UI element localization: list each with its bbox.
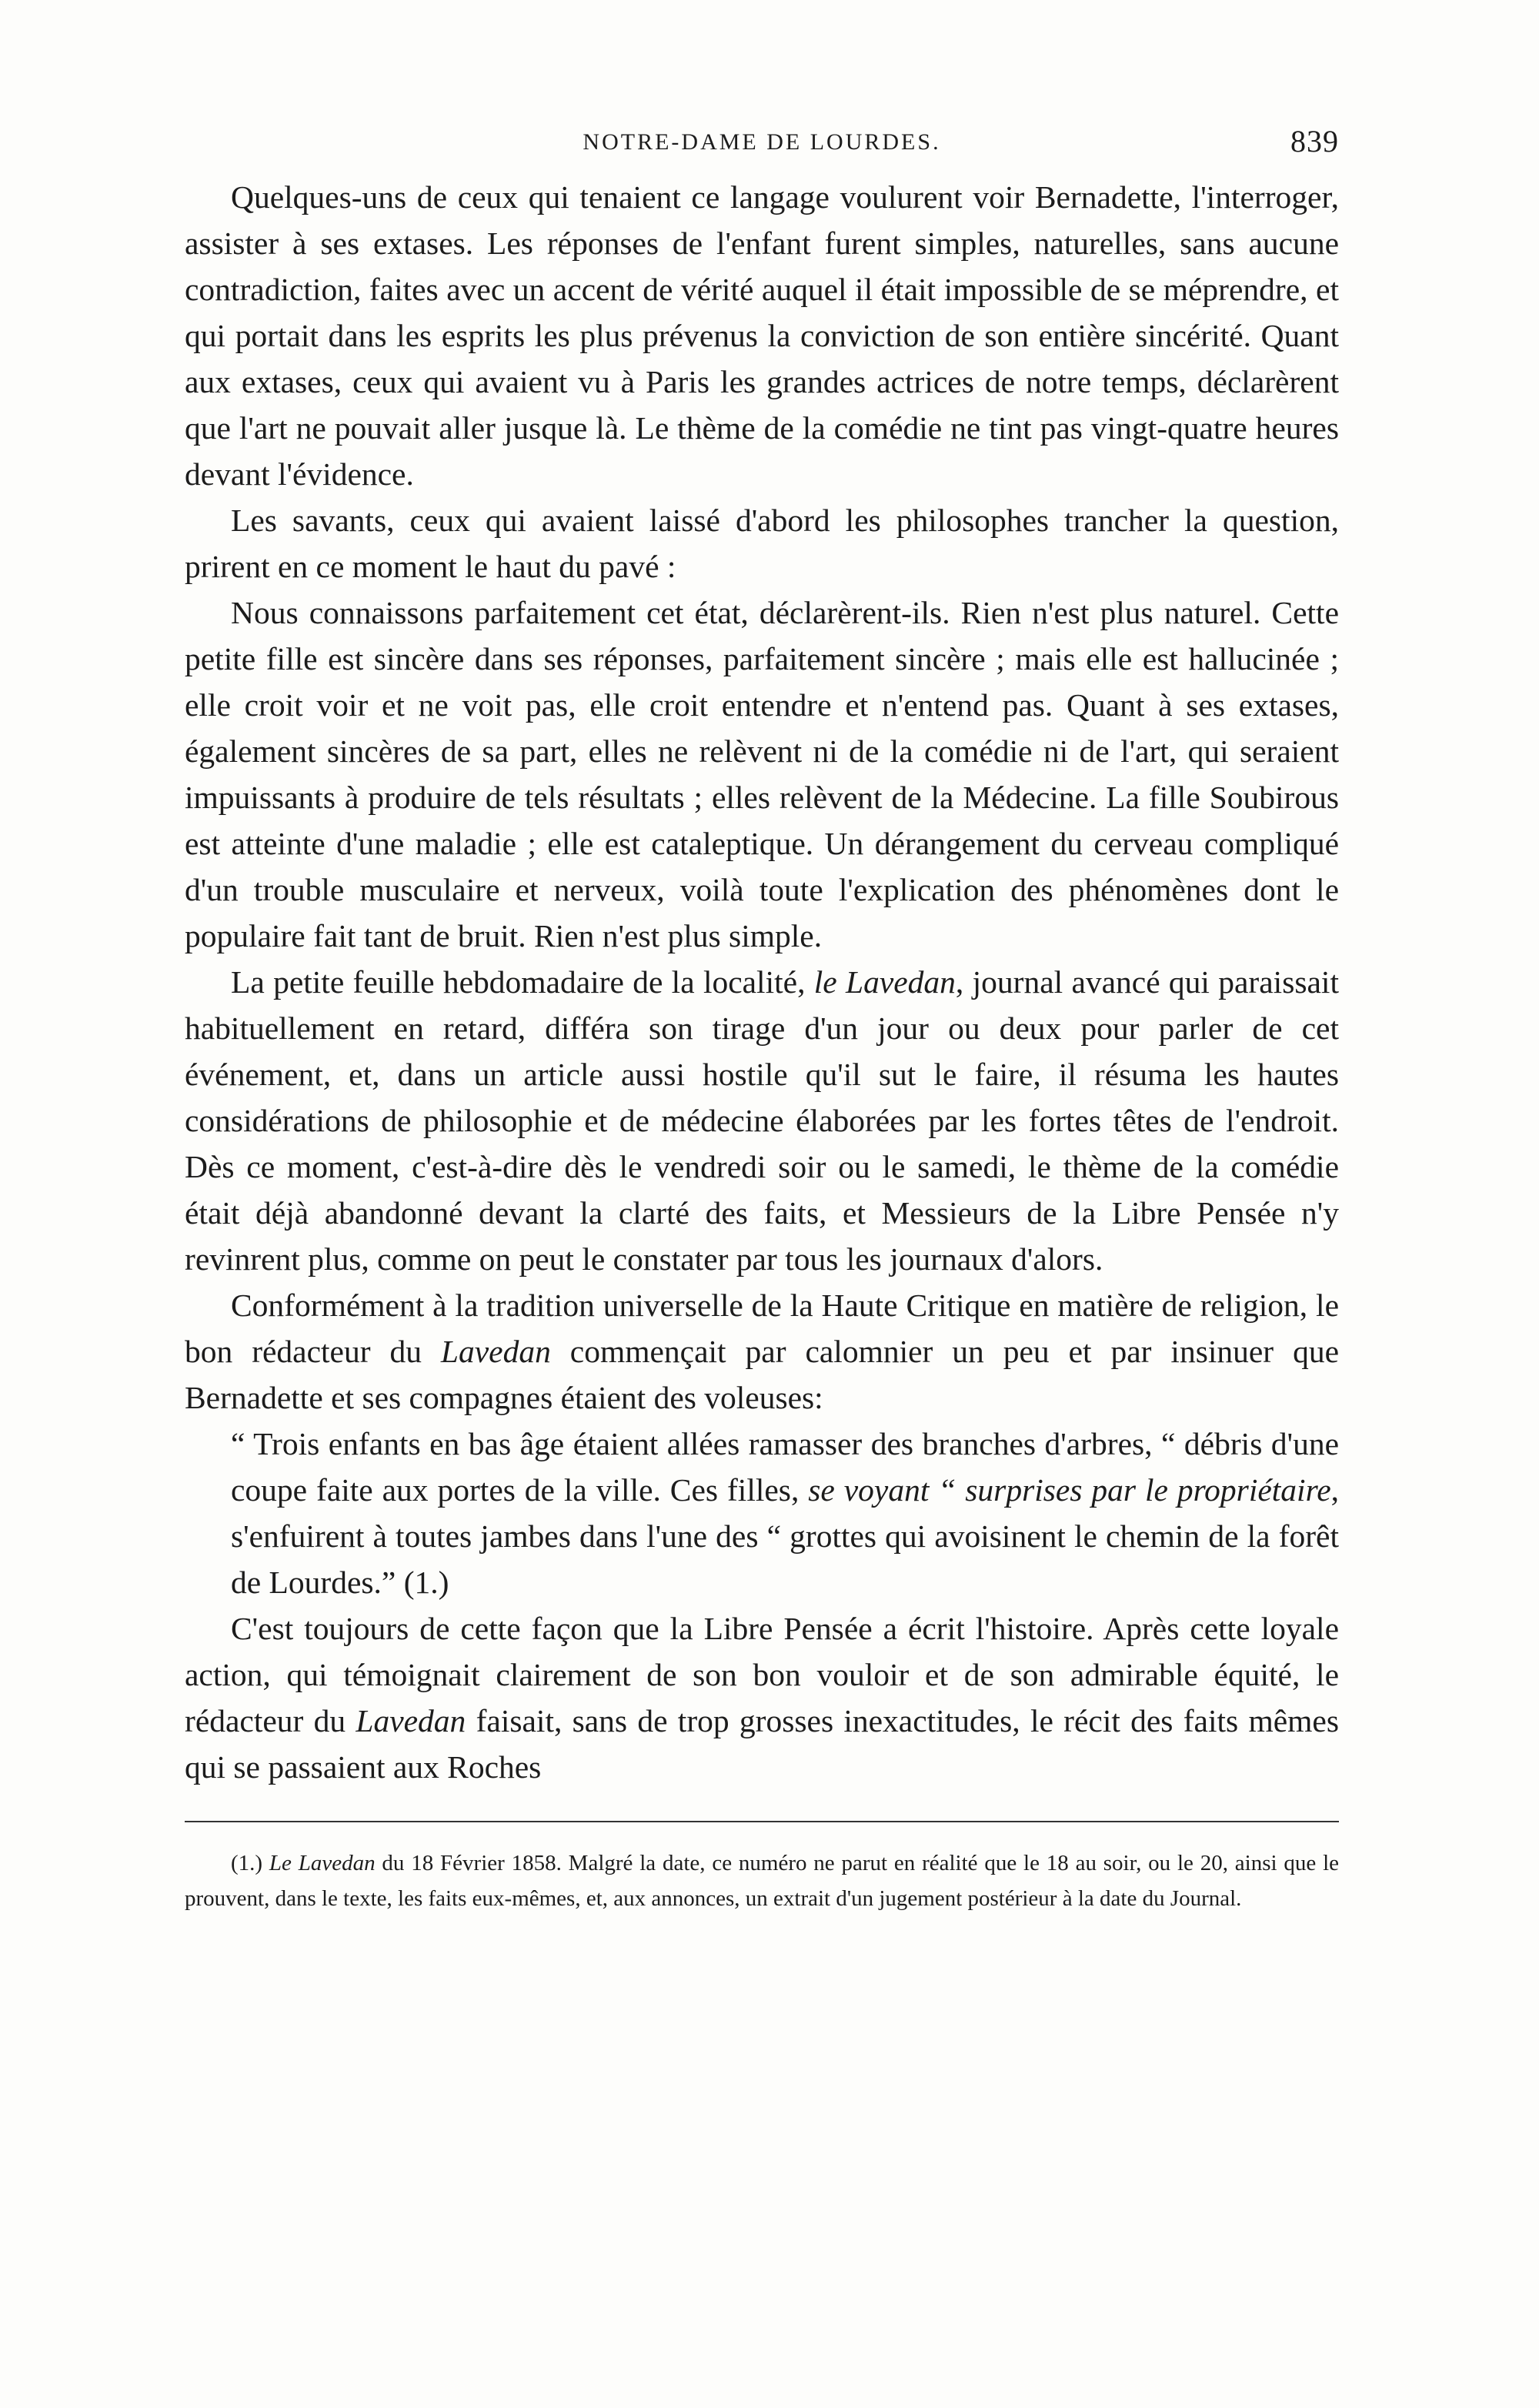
paragraph-6-italic: Lavedan	[356, 1703, 466, 1738]
book-page	[185, 115, 1339, 1916]
paragraph-5	[185, 1282, 1339, 1421]
running-head	[185, 115, 1339, 169]
quoted-passage	[185, 1421, 1339, 1605]
paragraph-6-text: C'est toujours de cette façon que la Libre Pensée a écrit l'histoire. Après cette loyale action, qui témoignait clairement de son bon vouloir et de son admirable équité, le rédacteur du	[185, 1611, 1339, 1738]
paragraph-5-italic: Lavedan	[440, 1334, 551, 1369]
footnote	[185, 1845, 1339, 1916]
paragraph-4-italic: le Lavedan	[813, 964, 956, 1000]
paragraph-5-text-end: commençait par calomnier un peu et par insinuer que Bernadette et ses compagnes étaient des voleuses:	[185, 1334, 1339, 1415]
footnote-marker: (1.)	[231, 1851, 269, 1875]
footnote-divider	[185, 1821, 1339, 1822]
paragraph-4-text: La petite feuille hebdomadaire de la localité,	[231, 964, 814, 1000]
page-number: 839	[1290, 124, 1339, 159]
paragraph-4-text-end: , journal avancé qui paraissait habituellement en retard, différa son tirage d'un jour ou deux pour parler de cet événement, et, dans un article aussi hostile qu'il sut le faire, il résuma les hautes considérations de philosophie et de médecine élaborées par les fortes têtes de l'endroit. Dès ce moment, c'est-à-dire dès le vendredi soir ou le samedi, le thème de la comédie était déjà abandonné devant la clarté des faits, et Messieurs de la Libre Pensée n'y revinrent plus, comme on peut le constater par tous les journaux d'alors.	[185, 964, 1339, 1277]
paragraph-6	[185, 1605, 1339, 1790]
paragraph-3: Nous connaissons parfaitement cet état, déclarèrent-ils. Rien n'est plus naturel. Cette petite fille est sincère dans ses réponses, parfaitement sincère ; mais elle est hallucinée ; elle croit voir et ne voit pas, elle croit entendre et n'entend pas. Quant à ses extases, également sincères de sa part, elles ne relèvent ni de la comédie ni de l'art, qui seraient impuissants à produire de tels résultats ; elles relèvent de la Médecine. La fille Soubirous est atteinte d'une maladie ; elle est cataleptique. Un dérangement du cerveau compliqué d'un trouble musculaire et nerveux, voilà toute l'explication des phénomènes dont le populaire fait tant de bruit. Rien n'est plus simple.	[185, 595, 1339, 954]
quote-italic: se voyant “ surprises par le propriétaire	[808, 1472, 1331, 1508]
running-title: NOTRE-DAME DE LOURDES.	[583, 129, 941, 155]
paragraph-6-text-end: faisait, sans de trop grosses inexactitudes, le récit des faits mêmes qui se passaient aux Roches	[185, 1703, 1339, 1785]
paragraph-5-text: Conformément à la tradition universelle de la Haute Critique en matière de religion, le bon rédacteur du	[185, 1287, 1339, 1369]
paragraph-4	[185, 959, 1339, 1282]
paragraph-1: Quelques-uns de ceux qui tenaient ce langage voulurent voir Bernadette, l'interroger, assister à ses extases. Les réponses de l'enfant furent simples, naturelles, sans aucune contradiction, faites avec un accent de vérité auquel il était impossible de se méprendre, et qui portait dans les esprits les plus prévenus la conviction de son entière sincérité. Quant aux extases, ceux qui avaient vu à Paris les grandes actrices de notre temps, déclarèrent que l'art ne pouvait aller jusque là. Le thème de la comédie ne tint pas vingt-quatre heures devant l'évidence.	[185, 179, 1339, 492]
footnote-text: du 18 Février 1858. Malgré la date, ce numéro ne parut en réalité que le 18 au soir, ou le 20, ainsi que le prouvent, dans le texte, les faits eux-mêmes, et, aux annonces, un extrait d'un jugement postérieur à la date du Journal.	[185, 1851, 1340, 1911]
body-text	[185, 174, 1339, 1790]
quote-text: “ Trois enfants en bas âge étaient allées ramasser des branches d'arbres, “ débris d'une coupe faite aux portes de la ville. Ces filles,	[231, 1426, 1339, 1508]
footnote-italic: Le Lavedan	[269, 1851, 376, 1875]
paragraph-2: Les savants, ceux qui avaient laissé d'abord les philosophes trancher la question, prirent en ce moment le haut du pavé :	[185, 503, 1339, 584]
quote-text-end: , s'enfuirent à toutes jambes dans l'une des “ grottes qui avoisinent le chemin de la forêt de Lourdes.” (1.)	[231, 1472, 1339, 1600]
